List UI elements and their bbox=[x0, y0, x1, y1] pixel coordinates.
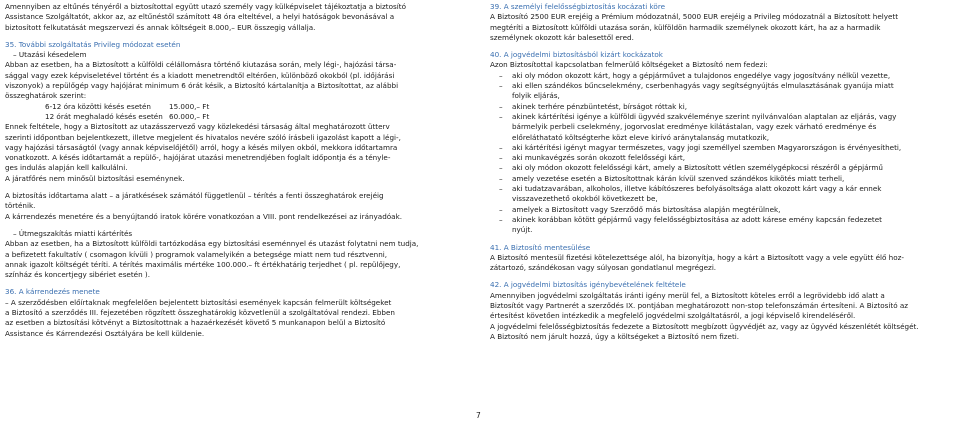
exclusion-list-item: – akinek kártérítési igénye a külföldi ügyvéd szakvéleménye szerint nyilvánvalóan alaptalan az eljárás, vagy bbox=[490, 112, 952, 122]
paragraph-line: Abban az esetben, ha a Biztosított a külföldi célállomásra történő kiutazása során, mely légi-, hajózási társa- bbox=[5, 60, 397, 70]
section-40-intro: Azon Biztosítottal kapcsolatban felmerülő költségeket a Biztosító nem fedezi: bbox=[490, 60, 768, 70]
paragraph-line: értesítést követően intézkedik a megfelelő jogvédelmi szolgáltatásról, a jogi képviselő kirendeléséről. bbox=[490, 311, 856, 321]
paragraph-line: a befizetett fakultatív ( csomagon kívüli ) programok valamelyikén a betegsége miatt nem tud résztvenni, bbox=[5, 249, 388, 259]
paragraph-line: Amennyiben jogvédelmi szolgáltatás iránti igény merül fel, a Biztosított köteles erről a legrövidebb idő alatt a bbox=[490, 290, 885, 300]
paragraph-line: A Biztosító nem járult hozzá, úgy a költségeket a Biztosító nem fizeti. bbox=[490, 331, 740, 341]
delay-table-row bbox=[5, 112, 470, 122]
paragraph-line: A Biztosító mentesül fizetési kötelezettsége alól, ha bizonyítja, hogy a kárt a Biztosított vagy a vele együtt élő hoz- bbox=[490, 252, 904, 262]
section-35-subtitle-interruption: – Útmegszakítás miatti kártérítés bbox=[13, 228, 133, 238]
paragraph-line: – A szerződésben előírtaknak megfelelően bejelentett biztosítási események kapcsán felmerült költségeket bbox=[5, 297, 392, 307]
section-40-title: 40. A jogvédelmi biztosításból kizárt kockázatok bbox=[490, 50, 663, 60]
exclusion-list-item-continuation: nyújt. bbox=[512, 225, 533, 235]
section-42-title: 42. A jogvédelmi biztosítás igénybevételének feltétele bbox=[490, 280, 686, 290]
section-35-title: 35. További szolgáltatás Privileg módozat esetén bbox=[5, 39, 181, 49]
paragraph-line: Abban az esetben, ha a Biztosított külföldi tartózkodása egy biztosítási eseménnyel és utazást folytatni nem tudja, bbox=[5, 239, 419, 249]
paragraph-line: színház és koncertjegy sibériet esetén ). bbox=[5, 270, 151, 280]
intro-line: biztosított felkutatását megszervezi és annak költségeit 8.000,– EUR összegig vállalja. bbox=[5, 22, 316, 32]
section-39-title: 39. A személyi felelősségbiztosítás kocázati köre bbox=[490, 2, 666, 11]
delay-row-label: 12 órát meghaladó késés esetén bbox=[45, 111, 163, 121]
exclusion-list bbox=[490, 71, 952, 236]
paragraph-line: sággal vagy ezek képviseletével történt és a kiadott menetrendtől eltérően, különböző okokból (pl. időjárási bbox=[5, 70, 395, 80]
delay-table-row bbox=[5, 102, 470, 112]
paragraph-line: zátartozó, szándékosan vagy súlyosan gondatlanul megrégezi. bbox=[490, 263, 717, 273]
exclusion-list-item: – aki oly módon okozott kárt, hogy a gépjárművet a tulajdonos engedélye vagy jogosítvány nélkül vezette, bbox=[490, 71, 952, 81]
paragraph-line: összeghatárok szerint: bbox=[5, 91, 87, 101]
left-column bbox=[5, 2, 470, 339]
exclusion-list-item-continuation: előreláthatató költségterhe közt eleve kirívó aránytalanság mutatkozik, bbox=[512, 132, 770, 142]
paragraph-line: A járatfőrés nem minősül biztosítási eseménynek. bbox=[5, 173, 185, 183]
paragraph-line: annak igazolt költségét téríti. A térítés maximális mértéke 100.000.– ft értékhatárig terjedhet ( pl. repülőjegy, bbox=[5, 259, 401, 269]
exclusion-list-item-continuation: bármelyik perbeli cselekmény, jogorvoslat eredménye kilátástalan, vagy ezek várható eredménye és bbox=[512, 122, 877, 132]
exclusion-list-item: – aki munkavégzés során okozott felelősségi kárt, bbox=[490, 153, 952, 163]
paragraph-line: szerinti időpontban bejelentkezett, illetve megjelent és hivatalos nevére szóló írásbeli igazolást kapott a légi-, bbox=[5, 132, 401, 142]
paragraph-line: A kárrendezés menetére és a benyújtandó iratok körére vonatkozóan a VIII. pont rendelkezései az irányadóak. bbox=[5, 211, 403, 221]
delay-row-label: 6-12 óra közötti késés esetén bbox=[45, 101, 151, 111]
paragraph-line: megtéríti a Biztosított külföldi utazása során, külföldön harmadik személynek okozott kárt, ha az a harmadik bbox=[490, 22, 881, 32]
paragraph-line: Biztosítót vagy Partnerét a szerződés IX. pontjában meghatározott non-stop telefonszámán értesíteni. A Biztosító az bbox=[490, 301, 909, 311]
exclusion-list-item: – aki ellen szándékos bűncselekmény, cserbenhagyás vagy segítségnyújtás elmulasztásának gyanúja miatt bbox=[490, 81, 952, 91]
exclusion-list-item: – akinek terhére pénzbüntetést, bírságot róttak ki, bbox=[490, 102, 952, 112]
intro-line: Amennyiben az eltűnés tényéről a biztosítottal együtt utazó személy vagy külképviselet tájékoztatja a biztosító bbox=[5, 2, 406, 11]
paragraph-line: történik. bbox=[5, 201, 36, 211]
exclusion-list-item: – aki tudatzavarában, alkoholos, illetve kábítószeres befolyásoltsága alatt okozott kárt vagy a kár ennek bbox=[490, 184, 952, 194]
paragraph-line: Assistance és Kárrendezési Osztályára be kell küldenie. bbox=[5, 328, 205, 338]
delay-row-amount: 15.000,– Ft bbox=[169, 101, 210, 111]
exclusion-list-item: – aki kártérítési igényt magyar természetes, vagy jogi személlyel szemben Magyarországon is érvényesítheti, bbox=[490, 143, 952, 153]
paragraph-line: személynek okozott kár balesettől ered. bbox=[490, 32, 634, 42]
paragraph-line: vagy hajózási társaságtól (vagy annak képviselőjétől) arról, hogy a késés milyen okból, mekkora időtartamra bbox=[5, 142, 398, 152]
exclusion-list-item: – akinek korábban kötött gépjármű vagy felelősségbiztosítása az adott kárese emény kapcsán fedezetet bbox=[490, 215, 952, 225]
exclusion-list-item-continuation: folyik eljárás, bbox=[512, 91, 560, 101]
section-36-title: 36. A kárrendezés menete bbox=[5, 287, 100, 297]
exclusion-list-item: – amelyek a Biztosított vagy Szerződő más biztosítása alapján megtérülnek, bbox=[490, 205, 952, 215]
paragraph-line: Ennek feltétele, hogy a Biztosított az utazásszervező vagy közlekedési társaság által meghatározott ütterv bbox=[5, 122, 390, 132]
paragraph-line: ges indulás alapján kell kalkulálni. bbox=[5, 163, 128, 173]
paragraph-line: az esetben a biztosítási kötvényt a Biztosítottnak a hazaérkezését követő 5 munkanapon belül a Biztosító bbox=[5, 318, 386, 328]
paragraph-line: viszonyok) a repülőgép vagy hajójárat minimum 6 órát késik, a Biztosító kártalanítja a Biztosítottat, az alábbi bbox=[5, 81, 399, 91]
paragraph-line: A biztosítás időtartama alatt – a járatkésések számától függetlenül – térítés a fenti összeghatárok erejéig bbox=[5, 191, 384, 201]
page-number: 7 bbox=[476, 411, 481, 420]
section-41-title: 41. A Biztosító mentesülése bbox=[490, 242, 591, 252]
paragraph-line: vonatkozott. A késés időtartamát a repülő-, hajójárat utazási menetrendjében foglalt időpontja és a tényle- bbox=[5, 153, 391, 163]
right-column bbox=[490, 2, 952, 342]
exclusion-list-item-continuation: visszavezethető okokból következett be, bbox=[512, 194, 658, 204]
section-35-subtitle-delay: – Utazási késedelem bbox=[13, 50, 87, 60]
paragraph-line: A jogvédelmi felelősségbiztosítás fedezete a Biztosított megbízott ügyvédjét az, vagy az ügyvéd készenlétét költségét. bbox=[490, 321, 919, 331]
paragraph-line: a Biztosító a szerződés III. fejezetében rögzített összeghatárokig közvetlenül a szolgáltatóval rendezi. Ebben bbox=[5, 308, 395, 318]
exclusion-list-item: – amely vezetése esetén a Biztosítottnak kárán kívül szenved szándékos kikötés miatt terheli, bbox=[490, 174, 952, 184]
paragraph-line: A Biztosító 2500 EUR erejéig a Prémium módozatnál, 5000 EUR erejéig a Privileg módozatnál a Biztosított helyett bbox=[490, 12, 899, 22]
intro-line: Assistance Szolgáltatót, akkor az, az eltűnéstől számított 48 óra elteltével, a helyi hatóságok bevonásával a bbox=[5, 12, 395, 22]
delay-row-amount: 60.000,– Ft bbox=[169, 111, 210, 121]
exclusion-list-item: – aki oly módon okozott felelősségi kárt, amely a Biztosított vétlen személygépkocsi részéről a gépjármű bbox=[490, 163, 952, 173]
